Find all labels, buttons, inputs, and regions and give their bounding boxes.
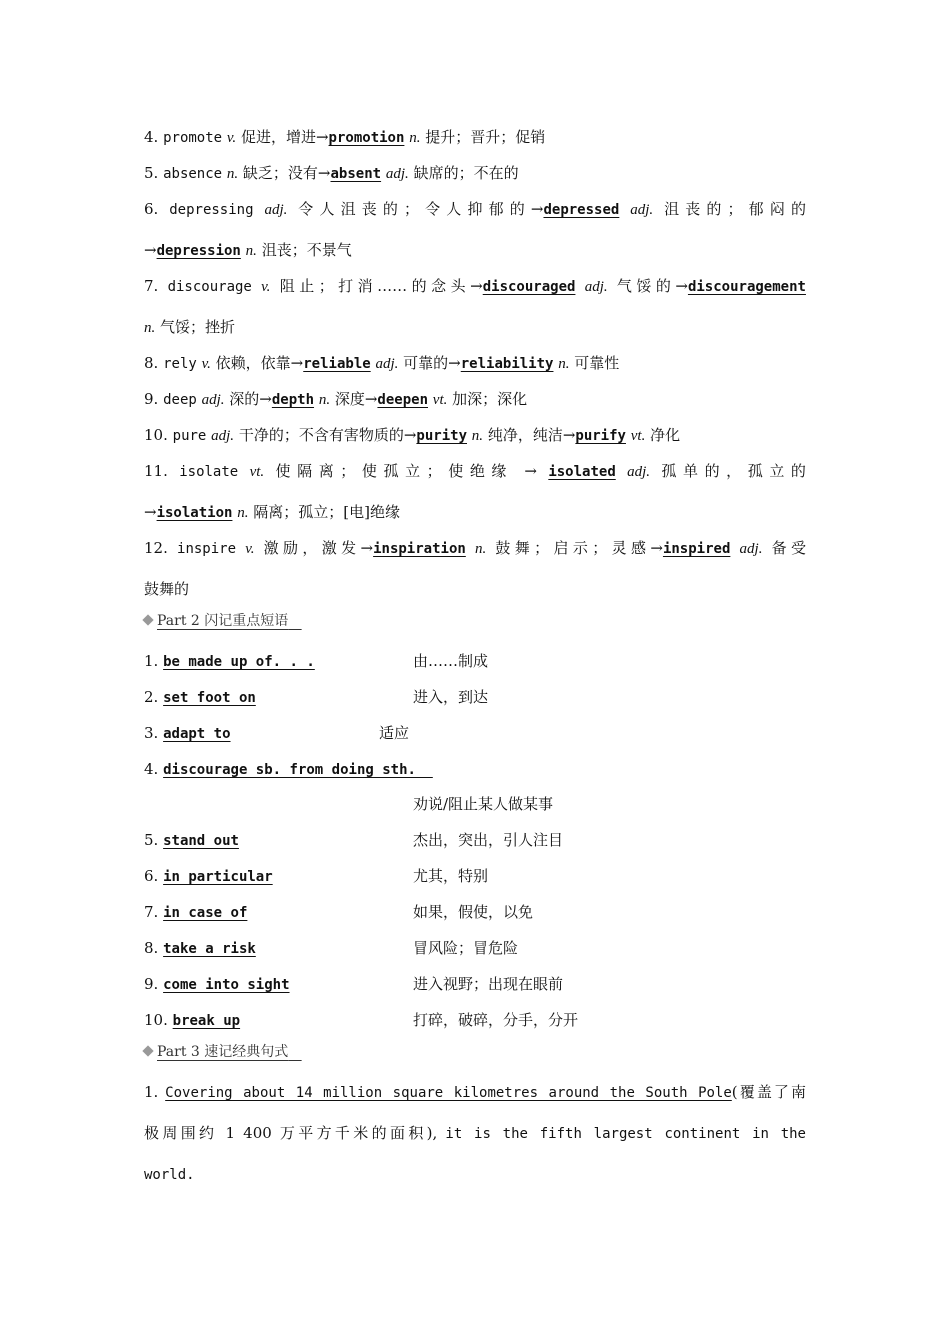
diamond-icon — [142, 1045, 153, 1056]
phrase-item-4: 4. discourage sb. from doing sth. — [144, 760, 433, 778]
phrase-meaning-3: 适应 — [379, 724, 410, 742]
headword: deep — [163, 392, 197, 408]
phrase-meaning-6: 尤其，特别 — [413, 867, 489, 885]
answer-word: reliability — [460, 356, 554, 372]
sentence-1: 1. Covering about 14 million square kilometres around the South Pole(覆盖了南 — [144, 1083, 806, 1101]
answer-word: deepen — [377, 392, 428, 408]
sentence-1-cont: 极周围约 1 400 万平方千米的面积), it is the fifth largest continent in the — [144, 1124, 806, 1142]
phrase-item-5: 5. stand out — [144, 831, 239, 849]
headword: pure — [172, 428, 207, 444]
phrase: in particular — [163, 869, 273, 885]
phrase-meaning-4: 劝说/阻止某人做某事 — [413, 795, 554, 813]
phrase: be made up of. . . — [163, 654, 315, 670]
vocab-item-6-cont: →depression n. 沮丧；不景气 — [144, 241, 352, 259]
vocab-item-11-cont: →isolation n. 隔离；孤立；[电]绝缘 — [144, 503, 400, 521]
vocab-item-12: 12. inspire v. 激励，激发→inspiration n. 鼓舞；启示；灵感→inspired adj. 备受 — [144, 539, 806, 557]
headword: inspire — [177, 541, 237, 557]
headword: rely — [163, 356, 197, 372]
arrow: → — [144, 241, 157, 259]
phrase-item-2: 2. set foot on — [144, 688, 256, 706]
headword: absence — [163, 166, 223, 182]
headword: promote — [163, 130, 223, 146]
phrase-meaning-5: 杰出，突出，引人注目 — [413, 831, 564, 849]
answer-word: depth — [271, 392, 315, 408]
answer-word: isolation — [156, 505, 233, 521]
answer-word: inspiration — [373, 541, 466, 557]
phrase-meaning-10: 打碎，破碎，分手，分开 — [413, 1011, 579, 1029]
phrase: discourage sb. from doing sth. — [163, 762, 433, 778]
diamond-icon — [142, 614, 153, 625]
vocab-item-5: 5. absence n. 缺乏；没有→absent adj. 缺席的；不在的 — [144, 164, 519, 182]
vocab-item-12-cont: 鼓舞的 — [144, 580, 190, 598]
phrase-meaning-2: 进入，到达 — [413, 688, 489, 706]
answer-word: promotion — [328, 130, 405, 146]
answer-word: depression — [156, 243, 241, 259]
answer-word: purify — [575, 428, 626, 444]
answer-word: discouraged — [482, 279, 576, 295]
vocab-item-6: 6. depressing adj. 令人沮丧的；令人抑郁的→depressed adj. 沮丧的；郁闷的 — [144, 200, 806, 218]
answer-word: discouragement — [687, 279, 806, 295]
answer-word: absent — [330, 166, 382, 182]
phrase: in case of — [163, 905, 248, 921]
vocab-item-9: 9. deep adj. 深的→depth n. 深度→deepen vt. 加深；深化 — [144, 390, 528, 408]
phrase: stand out — [163, 833, 239, 849]
vocab-item-8: 8. rely v. 依赖，依靠→reliable adj. 可靠的→reliability n. 可靠性 — [144, 354, 620, 372]
sentence-1-end: world. — [144, 1167, 195, 1183]
phrase: come into sight — [163, 977, 290, 993]
headword: depressing — [169, 202, 254, 218]
arrow: → — [144, 503, 157, 521]
phrase-item-6: 6. in particular — [144, 867, 273, 885]
section-heading-part2: Part 2 闪记重点短语 — [144, 611, 302, 631]
phrase: break up — [172, 1013, 241, 1029]
answer-word: isolated — [548, 464, 616, 480]
phrase-meaning-7: 如果，假使，以免 — [413, 903, 534, 921]
vocab-item-7-cont: n. 气馁；挫折 — [144, 318, 236, 336]
vocab-item-4: 4. promote v. 促进，增进→promotion n. 提升；晋升；促销 — [144, 128, 546, 146]
phrase: adapt to — [163, 726, 231, 742]
phrase-meaning-1: 由……制成 — [413, 652, 489, 670]
answer-sentence: Covering about 14 million square kilometres around the South Pole — [165, 1085, 732, 1101]
phrase: take a risk — [163, 941, 256, 957]
phrase-item-1: 1. be made up of. . . — [144, 652, 315, 670]
phrase: set foot on — [163, 690, 256, 706]
phrase-item-9: 9. come into sight — [144, 975, 290, 993]
vocab-item-11: 11. isolate vt. 使隔离；使孤立；使绝缘 → isolated adj. 孤单的，孤立的 — [144, 462, 806, 480]
phrase-item-8: 8. take a risk — [144, 939, 256, 957]
phrase-meaning-8: 冒风险；冒危险 — [413, 939, 519, 957]
answer-word: purity — [416, 428, 467, 444]
vocab-item-7: 7. discourage v. 阻止；打消……的念头→discouraged adj. 气馁的→discouragement — [144, 277, 806, 295]
phrase-item-3: 3. adapt to — [144, 724, 231, 742]
headword: discourage — [167, 279, 252, 295]
phrase-item-7: 7. in case of — [144, 903, 248, 921]
answer-word: reliable — [303, 356, 371, 372]
headword: isolate — [179, 464, 239, 480]
phrase-item-10: 10. break up — [144, 1011, 241, 1029]
section-heading-part3: Part 3 速记经典句式 — [144, 1042, 302, 1062]
vocab-item-10: 10. pure adj. 干净的；不含有害物质的→purity n. 纯净，纯洁→purify vt. 净化 — [144, 426, 681, 444]
phrase-meaning-9: 进入视野；出现在眼前 — [413, 975, 564, 993]
answer-word: depressed — [543, 202, 620, 218]
answer-word: inspired — [662, 541, 731, 557]
